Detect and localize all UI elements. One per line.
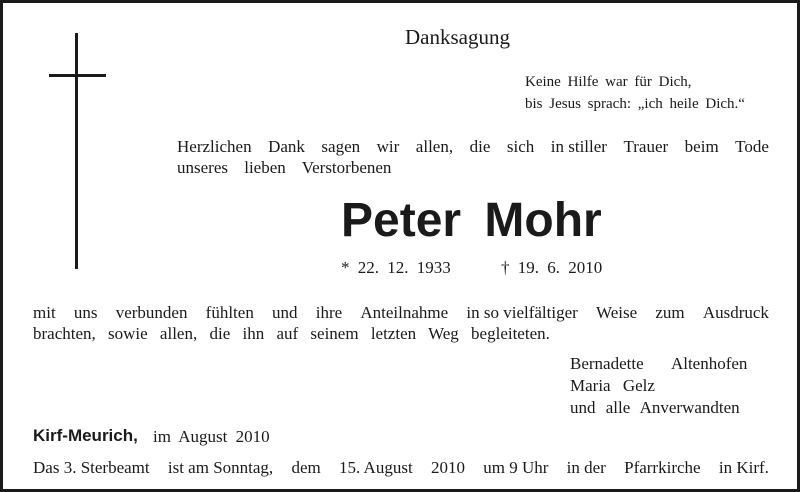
intro-line-1: Herzlichen Dank sagen wir allen, die sich in stiller Trauer beim Tode xyxy=(177,137,769,156)
death-date: † 19. 6. 2010 xyxy=(501,258,603,277)
cross-icon-bar xyxy=(49,74,106,77)
notice-heading: Danksagung xyxy=(405,25,510,49)
deceased-name: Peter Mohr xyxy=(341,194,602,247)
mass-notice: Das 3. Sterbeamt ist am Sonntag, dem 15. August 2010 um 9 Uhr in der Pfarrkirche in Kirf. xyxy=(33,458,769,477)
place-name: Kirf-Meurich, xyxy=(33,426,138,445)
signature-3: und alle Anverwandten xyxy=(570,398,740,417)
notice-date: im August 2010 xyxy=(153,427,270,446)
body-line-2: brachten, sowie allen, die ihn auf seinem letzten Weg begleiteten. xyxy=(33,324,550,343)
motto-line-2: bis Jesus sprach: „ich heile Dich.“ xyxy=(525,96,745,112)
signature-2: Maria Gelz xyxy=(570,376,655,395)
cross-icon xyxy=(75,33,78,269)
birth-date: * 22. 12. 1933 xyxy=(341,258,451,277)
signature-1: Bernadette Altenhofen xyxy=(570,354,748,373)
body-line-1: mit uns verbunden fühlten und ihre Anteilnahme in so vielfältiger Weise zum Ausdruck xyxy=(33,303,769,322)
intro-line-2: unseres lieben Verstorbenen xyxy=(177,158,392,177)
motto-line-1: Keine Hilfe war für Dich, xyxy=(525,74,692,90)
